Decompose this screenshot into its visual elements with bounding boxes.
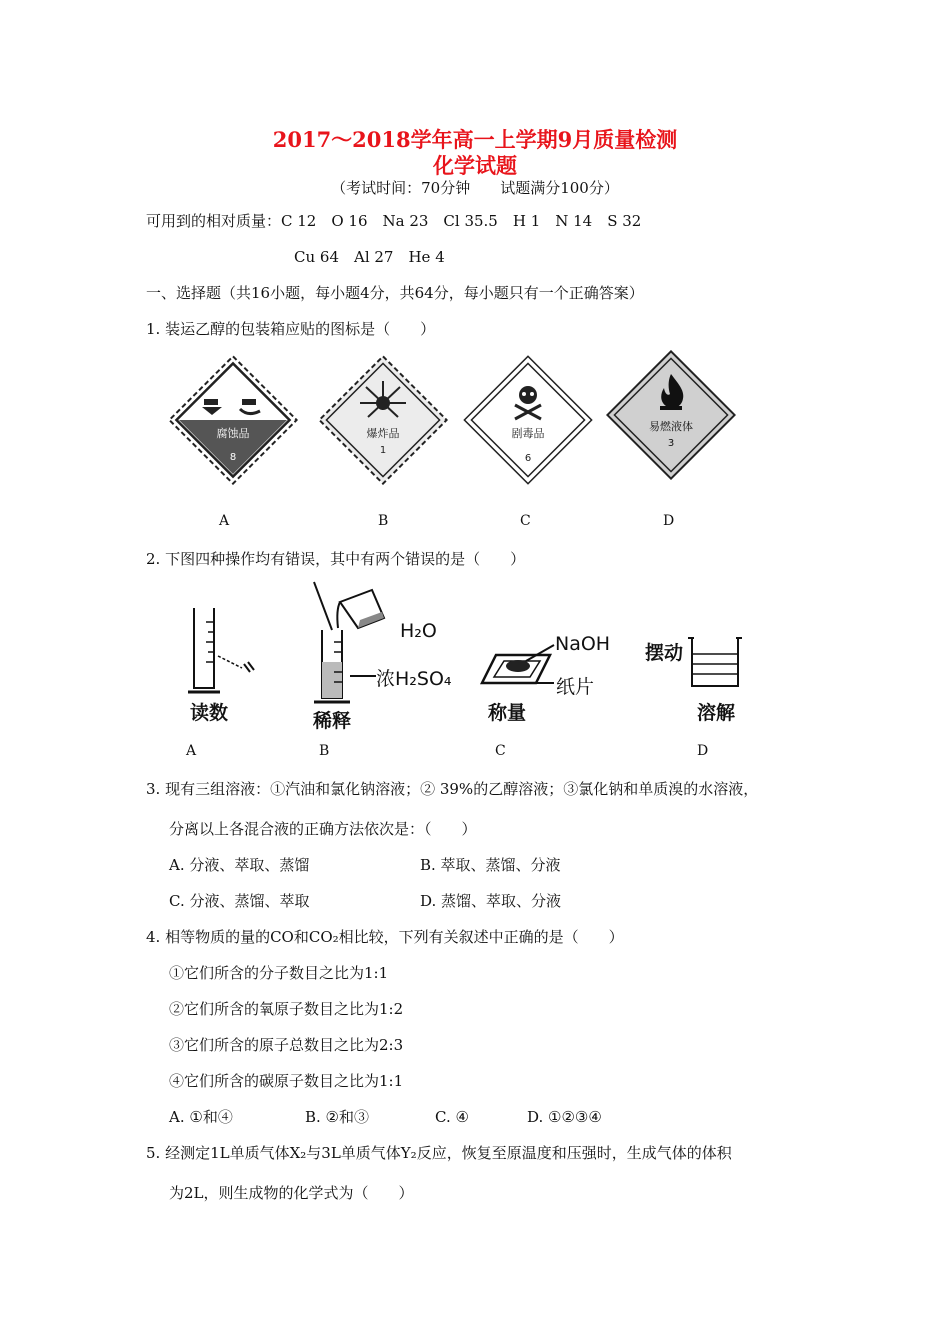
q3-option-a: A. 分液、萃取、蒸馏 [169, 856, 310, 874]
sign-c-text: 剧毒品 [511, 427, 545, 440]
op-b-pointer-line [350, 675, 376, 677]
op-d-caption: 溶解 [697, 702, 736, 724]
section-heading: 一、选择题（共16小题，每小题4分，共64分，每小题只有一个正确答案） [146, 284, 644, 302]
op-b-caption: 稀释 [313, 710, 352, 732]
sign-d-number: 3 [667, 438, 675, 449]
q4-statement-1: ①它们所含的分子数目之比为1:1 [169, 964, 389, 982]
q3-stem-line2: 分离以上各混合液的正确方法依次是：（ ） [169, 820, 477, 838]
q4-option-c: C. ④ [435, 1108, 469, 1126]
q5-stem-line1: 5. 经测定1L单质气体X₂与3L单质气体Y₂反应，恢复至原温度和压强时，生成气体的体积 [146, 1144, 732, 1162]
q4-statement-4: ④它们所含的碳原子数目之比为1:1 [169, 1072, 404, 1090]
option-b-label: B [378, 513, 389, 529]
op-a-caption: 读数 [190, 702, 229, 724]
graduated-cylinder-figure [180, 600, 270, 700]
op-b-acid-label: 浓H₂SO₄ [376, 668, 452, 690]
sign-b-number: 1 [379, 445, 387, 456]
op-a-letter: A [186, 743, 197, 759]
sign-a-number: 8 [229, 452, 237, 463]
q4-stem: 4. 相等物质的量的CO和CO₂相比较，下列有关叙述中正确的是（ ） [146, 928, 624, 946]
q4-option-d: D. ①②③④ [527, 1108, 602, 1126]
sign-d-text: 易燃液体 [649, 420, 693, 433]
corrosive-sign [168, 355, 298, 485]
q4-option-a: A. ①和④ [169, 1108, 233, 1126]
explosive-sign [318, 355, 448, 485]
q4-statement-3: ③它们所含的原子总数目之比为2:3 [169, 1036, 404, 1054]
toxic-sign [463, 355, 593, 485]
option-c-label: C [520, 513, 531, 529]
q3-option-b: B. 萃取、蒸馏、分液 [420, 856, 561, 874]
sign-b-text: 爆炸品 [366, 427, 400, 440]
q3-option-c: C. 分液、蒸馏、萃取 [169, 892, 310, 910]
relative-masses-line2: Cu 64 Al 27 He 4 [294, 248, 445, 266]
relative-masses-line1: 可用到的相对质量：C 12 O 16 Na 23 Cl 35.5 H 1 N 14 S 32 [146, 212, 642, 230]
q3-option-d: D. 蒸馏、萃取、分液 [420, 892, 562, 910]
op-c-caption: 称量 [488, 702, 527, 724]
exam-subtitle: 化学试题 [433, 153, 517, 178]
op-d-letter: D [697, 743, 709, 759]
op-b-letter: B [319, 743, 330, 759]
q4-option-b: B. ②和③ [305, 1108, 370, 1126]
q5-stem-line2: 为2L，则生成物的化学式为（ ） [169, 1184, 414, 1202]
op-b-water-label: H₂O [400, 620, 437, 642]
q2-stem: 2. 下图四种操作均有错误，其中有两个错误的是（ ） [146, 550, 526, 568]
beaker-figure [686, 632, 746, 692]
exam-title: 2017～2018学年高一上学期9月质量检测 [272, 127, 678, 152]
sign-c-number: 6 [524, 453, 532, 464]
option-d-label: D [663, 513, 675, 529]
op-d-action-label: 摆动 [645, 642, 684, 664]
option-a-label: A [219, 513, 230, 529]
exam-info: （考试时间：70分钟 试题满分100分） [331, 179, 619, 197]
q1-stem: 1. 装运乙醇的包装箱应贴的图标是（ ） [146, 320, 436, 338]
q3-stem-line1: 3. 现有三组溶液：①汽油和氯化钠溶液；② 39%的乙醇溶液；③氯化钠和单质溴的水溶液， [146, 780, 759, 798]
op-c-reagent-label: NaOH [555, 633, 611, 655]
flammable-liquid-sign [606, 350, 736, 480]
op-c-paper-label: 纸片 [556, 676, 595, 698]
sign-a-text: 腐蚀品 [216, 427, 250, 440]
q4-statement-2: ②它们所含的氧原子数目之比为1:2 [169, 1000, 404, 1018]
op-c-letter: C [495, 743, 506, 759]
